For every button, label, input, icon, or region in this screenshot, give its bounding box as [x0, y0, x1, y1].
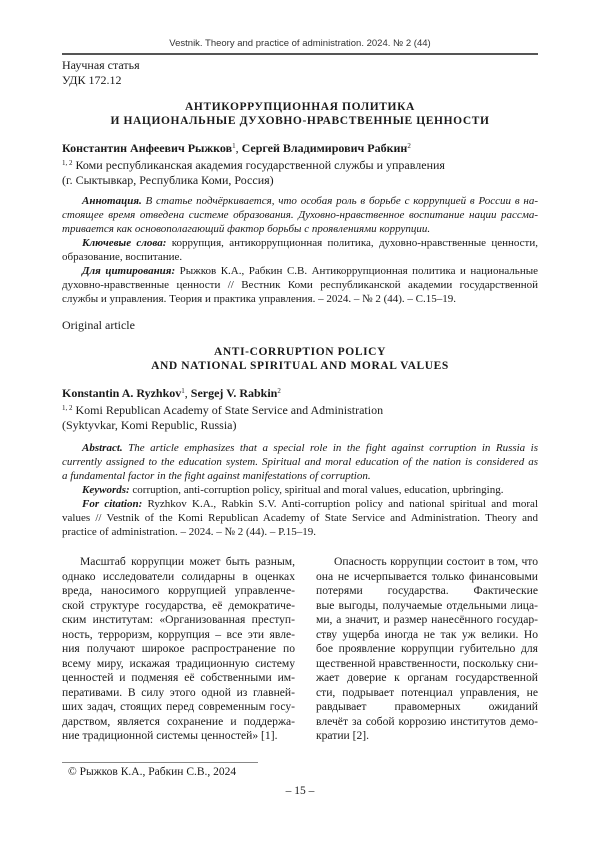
body-text-line: однако исследователи солидарны в оценках	[62, 570, 295, 585]
body-text-line: жает доверие к органам государственной	[316, 671, 538, 686]
body-text-line: ству ущерба иногда не так уж велики. Но	[316, 628, 538, 643]
body-column-left	[62, 555, 295, 744]
abstract-text: стоящее время отведена системе образования. Духовно-нравственное воспитание нации рассма-	[62, 209, 538, 221]
journal-page	[0, 0, 600, 849]
keywords-line	[62, 237, 538, 251]
affil-mark: 1, 2	[62, 404, 73, 412]
abstract-line	[62, 195, 538, 209]
en-title	[62, 345, 538, 373]
body-text-line: потерями государства. Фактические	[316, 584, 538, 599]
citation-text: values // Vestnik of the Komi Republican Academy of State Service and Administration. Theory and	[62, 512, 538, 524]
footnote-rule	[62, 762, 258, 763]
affil-mark: 1, 2	[62, 159, 73, 167]
ru-abstract-block	[62, 195, 538, 306]
keywords-label: Keywords:	[82, 484, 130, 496]
body-text-line: ния получают широкое распространение по	[62, 642, 295, 657]
ru-authors: Константин Анфеевич Рыжков1, Сергей Владимирович Рабкин2 1, 2 Коми республиканская академия государственной службы и управления (г. Сыктывкар, Республика Коми, Россия)	[62, 139, 445, 188]
abstract-text: тривается как основополагающий фактор борьбы с проявлениями коррупции.	[62, 223, 430, 235]
body-text-line: ших задач, стоящих перед современным госу-	[62, 700, 295, 715]
keywords-text: коррупция, антикоррупционная политика, духовно-нравственные ценности,	[166, 237, 538, 249]
copyright-footnote: © Рыжков К.А., Рабкин С.В., 2024	[68, 766, 236, 778]
body-text-line: щественной нравственности, поскольку сни-	[316, 657, 538, 672]
body-text-line: ми, а значит, и размер нанесённого государ-	[316, 613, 538, 628]
affiliation: (г. Сыктывкар, Республика Коми, Россия)	[62, 173, 445, 188]
author-name: Konstantin A. Ryzhkov	[62, 386, 181, 400]
body-text-line: бое проявление коррупции губительно для	[316, 642, 538, 657]
en-abstract-block	[62, 442, 538, 539]
citation-text: службы и управления. Теория и практика управления. – 2024. – № 2 (44). – С.15–19.	[62, 293, 456, 305]
citation-text: practice of administration. – 2024. – № 2 (44). – P.15–19.	[62, 526, 316, 538]
body-text-line: ценностей и подменяя её собственными им-	[62, 671, 295, 686]
citation-line	[62, 498, 538, 512]
body-text-line: вреда, наносимого коррупцией управленче-	[62, 584, 295, 599]
author-name: Сергей Владимирович Рабкин	[242, 141, 408, 155]
abstract-text: В статье подчёркивается, что особая роль в борьбе с коррупцией в России в на-	[142, 195, 538, 207]
author-name: Sergej V. Rabkin	[191, 386, 278, 400]
citation-line	[62, 526, 538, 540]
body-text-line: сти, подрывает потенциал управления, не	[316, 686, 538, 701]
page-number: – 15 –	[0, 785, 600, 797]
abstract-line	[62, 209, 538, 223]
citation-text: духовно-нравственные ценности // Вестник Коми республиканской академии государственной	[62, 279, 538, 291]
citation-text: Ryzhkov K.A., Rabkin S.V. Anti-corruption policy and national spiritual and moral	[142, 498, 538, 510]
abstract-label: Abstract.	[82, 442, 123, 454]
abstract-line	[62, 223, 538, 237]
abstract-text: a fundamental factor in the fight against manifestations of corruption.	[62, 470, 371, 482]
citation-line	[62, 265, 538, 279]
ru-title	[62, 100, 538, 128]
en-article-type: Original article	[62, 318, 135, 333]
ru-meta	[62, 58, 140, 88]
body-text-line: ность, терроризм, коррупция – все эти явле-	[62, 628, 295, 643]
body-text-line: ской структуре государства, её демократиче-	[62, 599, 295, 614]
abstract-line	[62, 456, 538, 470]
en-title-line: AND NATIONAL SPIRITUAL AND MORAL VALUES	[62, 359, 538, 373]
abstract-line	[62, 470, 538, 484]
body-text-line: ние традиционной системы ценностей» [1].	[62, 729, 295, 744]
body-text-line: кратии [2].	[316, 729, 538, 744]
keywords-label: Ключевые слова:	[82, 237, 166, 249]
body-text-line: она не исчерпывается только финансовыми	[316, 570, 538, 585]
body-column-right	[316, 555, 538, 744]
affiliation: Komi Republican Academy of State Service and Administration	[76, 403, 384, 417]
affiliation: (Syktyvkar, Komi Republic, Russia)	[62, 418, 383, 433]
body-text-line: влечёт за собой коррозию институтов демо-	[316, 715, 538, 730]
affil-mark: 1	[181, 387, 185, 395]
keywords-text: corruption, anti-corruption policy, spiritual and moral values, education, upbringing.	[130, 484, 504, 496]
running-header: Vestnik. Theory and practice of administration. 2024. № 2 (44)	[62, 38, 538, 49]
citation-text: Рыжков К.А., Рабкин С.В. Антикоррупционная политика и национальные	[175, 265, 538, 277]
affil-mark: 1	[232, 142, 236, 150]
body-text-line: равдывает правомерных ожиданий	[316, 700, 538, 715]
citation-line	[62, 512, 538, 526]
header-rule	[62, 53, 538, 55]
body-text-line: Масштаб коррупции может быть разным,	[62, 555, 295, 570]
citation-line	[62, 293, 538, 307]
affil-mark: 2	[277, 387, 281, 395]
body-text-line: перативами. В силу этого одной из главней-	[62, 686, 295, 701]
ru-title-line: И НАЦИОНАЛЬНЫЕ ДУХОВНО-НРАВСТВЕННЫЕ ЦЕННОСТИ	[62, 114, 538, 128]
keywords-text: образование, воспитание.	[62, 251, 182, 263]
body-text-line: всему миру, искажая традиционную систему	[62, 657, 295, 672]
abstract-label: Аннотация.	[82, 195, 142, 207]
abstract-text: The article emphasizes that a special role in the fight against corruption in Russia is	[123, 442, 538, 454]
abstract-line	[62, 442, 538, 456]
citation-label: Для цитирования:	[82, 265, 175, 277]
en-authors: Konstantin A. Ryzhkov1, Sergej V. Rabkin2 1, 2 Komi Republican Academy of State Service and Administration (Syktyvkar, Komi Republic, Russia)	[62, 384, 383, 433]
citation-line	[62, 279, 538, 293]
ru-title-line: АНТИКОРРУПЦИОННАЯ ПОЛИТИКА	[62, 100, 538, 114]
body-text-line: Опасность коррупции состоит в том, что	[316, 555, 538, 570]
en-title-line: ANTI-CORRUPTION POLICY	[62, 345, 538, 359]
affiliation: Коми республиканская академия государственной службы и управления	[76, 158, 445, 172]
affil-mark: 2	[407, 142, 411, 150]
udc-code: УДК 172.12	[62, 73, 140, 88]
body-text-line: дарством, является сохранение и поддержа-	[62, 715, 295, 730]
abstract-text: currently assigned to the education system. Spiritual and moral education of the nation is considered as	[62, 456, 538, 468]
citation-label: For citation:	[82, 498, 142, 510]
article-type: Научная статья	[62, 58, 140, 73]
keywords-line	[62, 484, 538, 498]
author-name: Константин Анфеевич Рыжков	[62, 141, 232, 155]
body-text-line: вые выгоды, получаемые отдельными лица-	[316, 599, 538, 614]
body-text-line: ским институтам: «Организованная преступ-	[62, 613, 295, 628]
keywords-line	[62, 251, 538, 265]
